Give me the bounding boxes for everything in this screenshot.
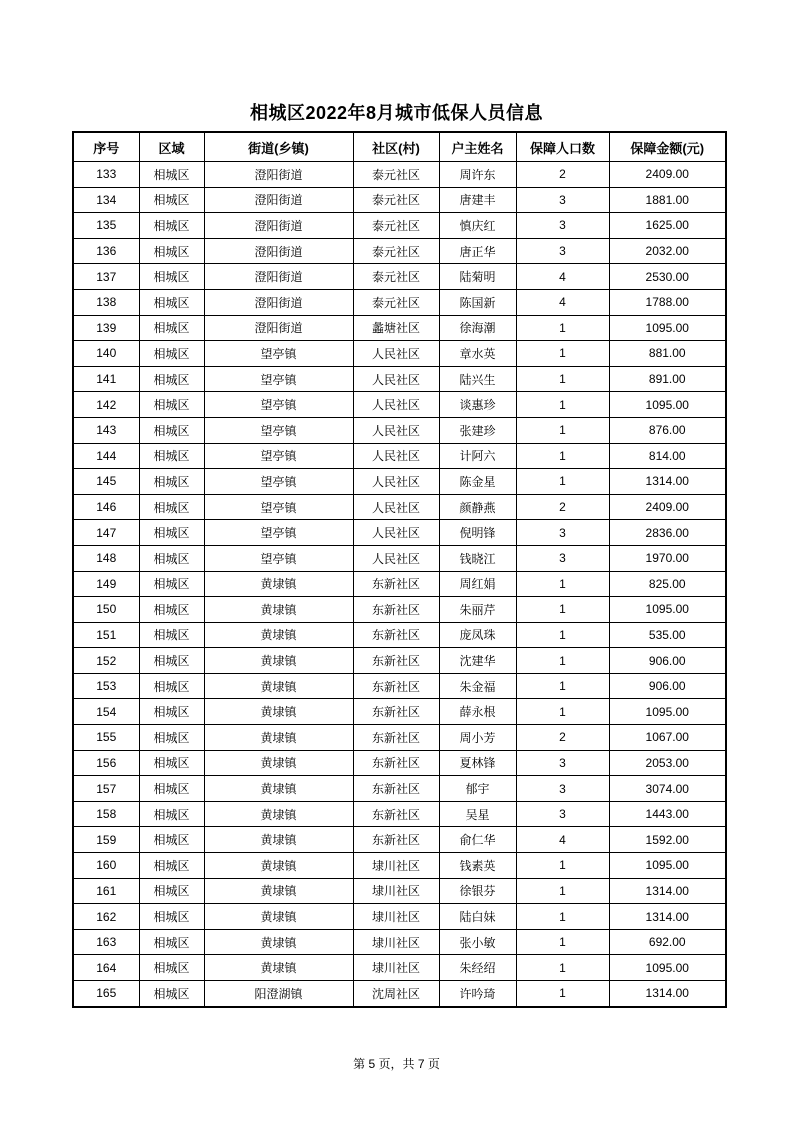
- table-cell: 澄阳街道: [204, 162, 353, 188]
- table-cell: 相城区: [139, 622, 204, 648]
- table-cell: 周小芳: [439, 725, 516, 751]
- table-cell: 149: [73, 571, 139, 597]
- table-cell: 俞仁华: [439, 827, 516, 853]
- table-cell: 2032.00: [609, 238, 726, 264]
- table-cell: 1: [516, 597, 609, 623]
- table-cell: 相城区: [139, 878, 204, 904]
- table-cell: 1: [516, 929, 609, 955]
- table-row: [73, 443, 726, 469]
- table-cell: 周红娟: [439, 571, 516, 597]
- table-cell: 东新社区: [353, 776, 439, 802]
- table-cell: 1788.00: [609, 289, 726, 315]
- table-row: [73, 417, 726, 443]
- table-cell: 黄埭镇: [204, 673, 353, 699]
- table-cell: 阳澄湖镇: [204, 981, 353, 1007]
- table-cell: 相城区: [139, 725, 204, 751]
- table-row: [73, 878, 726, 904]
- table-row: [73, 981, 726, 1007]
- table-cell: 906.00: [609, 673, 726, 699]
- table-cell: 谈惠珍: [439, 392, 516, 418]
- table-cell: 相城区: [139, 494, 204, 520]
- table-cell: 1970.00: [609, 545, 726, 571]
- table-cell: 相城区: [139, 571, 204, 597]
- table-row: [73, 264, 726, 290]
- table-cell: 东新社区: [353, 673, 439, 699]
- table-cell: 章水英: [439, 341, 516, 367]
- table-cell: 相城区: [139, 520, 204, 546]
- table-cell: 139: [73, 315, 139, 341]
- table-row: [73, 392, 726, 418]
- table-cell: 1: [516, 699, 609, 725]
- table-cell: 陈国新: [439, 289, 516, 315]
- table-row: [73, 597, 726, 623]
- table-cell: 相城区: [139, 366, 204, 392]
- table-cell: 东新社区: [353, 801, 439, 827]
- table-cell: 157: [73, 776, 139, 802]
- table-row: [73, 955, 726, 981]
- table-cell: 164: [73, 955, 139, 981]
- column-header-1: 区域: [139, 132, 204, 162]
- table-cell: 钱素英: [439, 853, 516, 879]
- table-cell: 160: [73, 853, 139, 879]
- table-cell: 相城区: [139, 417, 204, 443]
- table-row: [73, 341, 726, 367]
- column-header-5: 保障人口数: [516, 132, 609, 162]
- table-cell: 3: [516, 750, 609, 776]
- table-row: [73, 904, 726, 930]
- table-cell: 东新社区: [353, 827, 439, 853]
- table-cell: 人民社区: [353, 417, 439, 443]
- table-cell: 1: [516, 853, 609, 879]
- table-cell: 154: [73, 699, 139, 725]
- table-cell: 692.00: [609, 929, 726, 955]
- table-cell: 3074.00: [609, 776, 726, 802]
- table-cell: 1095.00: [609, 699, 726, 725]
- table-cell: 黄埭镇: [204, 955, 353, 981]
- table-cell: 相城区: [139, 648, 204, 674]
- table-cell: 145: [73, 469, 139, 495]
- table-cell: 相城区: [139, 238, 204, 264]
- table-cell: 2053.00: [609, 750, 726, 776]
- table-cell: 望亭镇: [204, 392, 353, 418]
- table-cell: 158: [73, 801, 139, 827]
- table-cell: 朱金福: [439, 673, 516, 699]
- table-cell: 夏林锋: [439, 750, 516, 776]
- table-cell: 望亭镇: [204, 443, 353, 469]
- table-cell: 望亭镇: [204, 366, 353, 392]
- table-row: [73, 213, 726, 239]
- table-cell: 埭川社区: [353, 853, 439, 879]
- table-cell: 2: [516, 162, 609, 188]
- table-cell: 881.00: [609, 341, 726, 367]
- table-cell: 相城区: [139, 801, 204, 827]
- table-cell: 澄阳街道: [204, 315, 353, 341]
- table-cell: 161: [73, 878, 139, 904]
- table-cell: 142: [73, 392, 139, 418]
- table-cell: 134: [73, 187, 139, 213]
- table-cell: 135: [73, 213, 139, 239]
- table-cell: 人民社区: [353, 494, 439, 520]
- table-cell: 澄阳街道: [204, 264, 353, 290]
- table-cell: 3: [516, 776, 609, 802]
- table-cell: 蠡塘社区: [353, 315, 439, 341]
- table-cell: 黄埭镇: [204, 622, 353, 648]
- table-cell: 相城区: [139, 827, 204, 853]
- table-cell: 1095.00: [609, 392, 726, 418]
- table-cell: 泰元社区: [353, 213, 439, 239]
- table-cell: 薛永根: [439, 699, 516, 725]
- table-cell: 1314.00: [609, 878, 726, 904]
- table-cell: 人民社区: [353, 469, 439, 495]
- column-header-6: 保障金额(元): [609, 132, 726, 162]
- table-cell: 泰元社区: [353, 187, 439, 213]
- table-cell: 1095.00: [609, 853, 726, 879]
- table-cell: 澄阳街道: [204, 289, 353, 315]
- table-cell: 望亭镇: [204, 494, 353, 520]
- table-cell: 相城区: [139, 699, 204, 725]
- table-cell: 相城区: [139, 929, 204, 955]
- column-header-3: 社区(村): [353, 132, 439, 162]
- table-cell: 朱经绍: [439, 955, 516, 981]
- table-cell: 相城区: [139, 750, 204, 776]
- table-cell: 1: [516, 443, 609, 469]
- table-row: [73, 545, 726, 571]
- table-row: [73, 725, 726, 751]
- table-cell: 1314.00: [609, 904, 726, 930]
- table-cell: 1: [516, 366, 609, 392]
- table-cell: 137: [73, 264, 139, 290]
- table-body: [73, 162, 726, 1007]
- table-cell: 1443.00: [609, 801, 726, 827]
- table-cell: 慎庆红: [439, 213, 516, 239]
- table-cell: 162: [73, 904, 139, 930]
- table-cell: 望亭镇: [204, 545, 353, 571]
- table-cell: 陈金星: [439, 469, 516, 495]
- table-cell: 2409.00: [609, 162, 726, 188]
- table-cell: 陆兴生: [439, 366, 516, 392]
- table-cell: 153: [73, 673, 139, 699]
- table-cell: 相城区: [139, 776, 204, 802]
- table-cell: 黄埭镇: [204, 725, 353, 751]
- table-row: [73, 571, 726, 597]
- table-cell: 1881.00: [609, 187, 726, 213]
- table-cell: 澄阳街道: [204, 187, 353, 213]
- table-cell: 颜静燕: [439, 494, 516, 520]
- table-cell: 相城区: [139, 315, 204, 341]
- table-cell: 143: [73, 417, 139, 443]
- table-cell: 1095.00: [609, 315, 726, 341]
- table-cell: 黄埭镇: [204, 904, 353, 930]
- table-cell: 1314.00: [609, 981, 726, 1007]
- table-row: [73, 494, 726, 520]
- table-row: [73, 929, 726, 955]
- table-row: [73, 622, 726, 648]
- table-cell: 唐建丰: [439, 187, 516, 213]
- table-cell: 东新社区: [353, 699, 439, 725]
- table-cell: 东新社区: [353, 750, 439, 776]
- table-cell: 望亭镇: [204, 341, 353, 367]
- welfare-table: [72, 131, 727, 1008]
- table-cell: 1: [516, 392, 609, 418]
- table-cell: 张小敏: [439, 929, 516, 955]
- table-cell: 倪明锋: [439, 520, 516, 546]
- table-row: [73, 315, 726, 341]
- table-cell: 吴星: [439, 801, 516, 827]
- table-cell: 埭川社区: [353, 878, 439, 904]
- table-cell: 人民社区: [353, 341, 439, 367]
- table-cell: 136: [73, 238, 139, 264]
- table-cell: 徐海潮: [439, 315, 516, 341]
- table-cell: 535.00: [609, 622, 726, 648]
- table-cell: 相城区: [139, 469, 204, 495]
- table-cell: 1: [516, 341, 609, 367]
- table-cell: 周许东: [439, 162, 516, 188]
- table-cell: 150: [73, 597, 139, 623]
- table-cell: 141: [73, 366, 139, 392]
- table-cell: 东新社区: [353, 597, 439, 623]
- table-cell: 1: [516, 904, 609, 930]
- column-header-4: 户主姓名: [439, 132, 516, 162]
- table-cell: 人民社区: [353, 520, 439, 546]
- table-cell: 人民社区: [353, 443, 439, 469]
- table-cell: 黄埭镇: [204, 750, 353, 776]
- table-cell: 159: [73, 827, 139, 853]
- table-row: [73, 520, 726, 546]
- table-cell: 黄埭镇: [204, 699, 353, 725]
- table-row: [73, 187, 726, 213]
- table-cell: 148: [73, 545, 139, 571]
- table-cell: 876.00: [609, 417, 726, 443]
- table-cell: 3: [516, 545, 609, 571]
- table-cell: 相城区: [139, 443, 204, 469]
- table-cell: 133: [73, 162, 139, 188]
- table-row: [73, 162, 726, 188]
- table-cell: 2: [516, 494, 609, 520]
- table-cell: 144: [73, 443, 139, 469]
- page-title: 相城区2022年8月城市低保人员信息: [249, 103, 544, 123]
- table-cell: 138: [73, 289, 139, 315]
- table-cell: 望亭镇: [204, 520, 353, 546]
- table-row: [73, 750, 726, 776]
- table-cell: 2530.00: [609, 264, 726, 290]
- table-cell: 1: [516, 417, 609, 443]
- table-row: [73, 801, 726, 827]
- table-header-row: [73, 132, 726, 162]
- table-cell: 3: [516, 520, 609, 546]
- table-cell: 3: [516, 238, 609, 264]
- table-cell: 泰元社区: [353, 289, 439, 315]
- table-row: [73, 827, 726, 853]
- table-cell: 庞凤珠: [439, 622, 516, 648]
- table-row: [73, 648, 726, 674]
- table-cell: 151: [73, 622, 139, 648]
- table-cell: 泰元社区: [353, 162, 439, 188]
- table-cell: 相城区: [139, 187, 204, 213]
- table-cell: 人民社区: [353, 545, 439, 571]
- table-cell: 埭川社区: [353, 929, 439, 955]
- table-cell: 黄埭镇: [204, 878, 353, 904]
- table-cell: 东新社区: [353, 622, 439, 648]
- table-cell: 1: [516, 622, 609, 648]
- table-cell: 1: [516, 571, 609, 597]
- table-cell: 埭川社区: [353, 955, 439, 981]
- table-cell: 3: [516, 187, 609, 213]
- column-header-0: 序号: [73, 132, 139, 162]
- table-cell: 人民社区: [353, 392, 439, 418]
- table-cell: 2: [516, 725, 609, 751]
- table-cell: 891.00: [609, 366, 726, 392]
- table-cell: 泰元社区: [353, 238, 439, 264]
- table-cell: 2836.00: [609, 520, 726, 546]
- table-cell: 陆白妹: [439, 904, 516, 930]
- table-cell: 156: [73, 750, 139, 776]
- table-cell: 1067.00: [609, 725, 726, 751]
- table-cell: 东新社区: [353, 648, 439, 674]
- table-cell: 4: [516, 264, 609, 290]
- table-cell: 黄埭镇: [204, 801, 353, 827]
- table-cell: 黄埭镇: [204, 929, 353, 955]
- table-cell: 泰元社区: [353, 264, 439, 290]
- table-cell: 相城区: [139, 597, 204, 623]
- table-cell: 黄埭镇: [204, 597, 353, 623]
- column-header-2: 街道(乡镇): [204, 132, 353, 162]
- table-cell: 东新社区: [353, 725, 439, 751]
- table-cell: 黄埭镇: [204, 648, 353, 674]
- table-cell: 163: [73, 929, 139, 955]
- table-cell: 906.00: [609, 648, 726, 674]
- table-cell: 1: [516, 981, 609, 1007]
- table-cell: 1314.00: [609, 469, 726, 495]
- table-row: [73, 699, 726, 725]
- table-row: [73, 238, 726, 264]
- table-cell: 沈建华: [439, 648, 516, 674]
- table-cell: 相城区: [139, 545, 204, 571]
- table-cell: 1: [516, 648, 609, 674]
- table-row: [73, 469, 726, 495]
- table-cell: 165: [73, 981, 139, 1007]
- table-cell: 朱丽芹: [439, 597, 516, 623]
- table-cell: 澄阳街道: [204, 238, 353, 264]
- table-cell: 许吟琦: [439, 981, 516, 1007]
- table-cell: 澄阳街道: [204, 213, 353, 239]
- table-cell: 郁宇: [439, 776, 516, 802]
- table-cell: 155: [73, 725, 139, 751]
- table-cell: 相城区: [139, 904, 204, 930]
- table-cell: 东新社区: [353, 571, 439, 597]
- table-cell: 825.00: [609, 571, 726, 597]
- table-cell: 140: [73, 341, 139, 367]
- table-cell: 沈周社区: [353, 981, 439, 1007]
- table-cell: 3: [516, 801, 609, 827]
- table-cell: 相城区: [139, 162, 204, 188]
- table-cell: 唐正华: [439, 238, 516, 264]
- table-cell: 1: [516, 955, 609, 981]
- table-cell: 147: [73, 520, 139, 546]
- table-cell: 152: [73, 648, 139, 674]
- table-cell: 张建珍: [439, 417, 516, 443]
- table-row: [73, 853, 726, 879]
- table-cell: 相城区: [139, 264, 204, 290]
- table-cell: 黄埭镇: [204, 571, 353, 597]
- table-cell: 人民社区: [353, 366, 439, 392]
- table-cell: 望亭镇: [204, 469, 353, 495]
- table-cell: 1: [516, 315, 609, 341]
- table-cell: 1625.00: [609, 213, 726, 239]
- table-cell: 814.00: [609, 443, 726, 469]
- table-cell: 相城区: [139, 341, 204, 367]
- table-cell: 1: [516, 878, 609, 904]
- table-cell: 徐银芬: [439, 878, 516, 904]
- table-row: [73, 776, 726, 802]
- table-cell: 钱晓江: [439, 545, 516, 571]
- table-row: [73, 673, 726, 699]
- table-cell: 相城区: [139, 289, 204, 315]
- table-cell: 相城区: [139, 955, 204, 981]
- table-cell: 146: [73, 494, 139, 520]
- table-cell: 3: [516, 213, 609, 239]
- table-cell: 相城区: [139, 213, 204, 239]
- table-row: [73, 366, 726, 392]
- table-cell: 相城区: [139, 981, 204, 1007]
- table-cell: 黄埭镇: [204, 776, 353, 802]
- table-row: [73, 289, 726, 315]
- table-cell: 黄埭镇: [204, 853, 353, 879]
- table-cell: 望亭镇: [204, 417, 353, 443]
- table-cell: 4: [516, 827, 609, 853]
- table-cell: 黄埭镇: [204, 827, 353, 853]
- table-cell: 1095.00: [609, 597, 726, 623]
- page-footer: 第 5 页，共 7 页: [353, 1057, 440, 1071]
- table-cell: 陆菊明: [439, 264, 516, 290]
- table-cell: 相城区: [139, 673, 204, 699]
- table-cell: 1: [516, 469, 609, 495]
- table-cell: 相城区: [139, 853, 204, 879]
- table-cell: 计阿六: [439, 443, 516, 469]
- table-cell: 埭川社区: [353, 904, 439, 930]
- table-cell: 1: [516, 673, 609, 699]
- table-cell: 1095.00: [609, 955, 726, 981]
- table-cell: 4: [516, 289, 609, 315]
- table-cell: 1592.00: [609, 827, 726, 853]
- table-cell: 2409.00: [609, 494, 726, 520]
- table-cell: 相城区: [139, 392, 204, 418]
